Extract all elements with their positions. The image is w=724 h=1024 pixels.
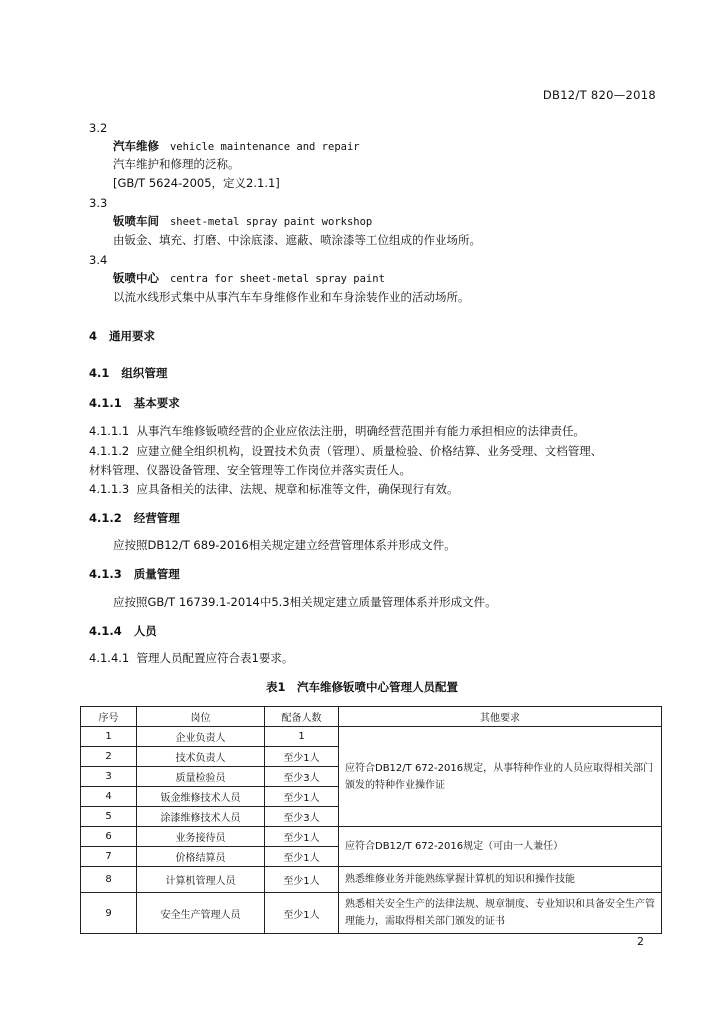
subsection-title: 质量管理 bbox=[133, 567, 180, 581]
table-row bbox=[81, 827, 662, 847]
subsection-heading bbox=[89, 623, 157, 639]
table-cell: 9 bbox=[81, 893, 137, 934]
table-cell: 安全生产管理人员 bbox=[137, 893, 265, 934]
term-definition: 以流水线形式集中从事汽车车身维修作业和车身涂装作业的活动场所。 bbox=[113, 290, 470, 304]
clause-text: 应具备相关的法律、法规、规章和标准等文件，确保现行有效。 bbox=[136, 482, 459, 496]
subsection-number: 4.1.3 bbox=[89, 567, 122, 581]
table-cell: 2 bbox=[81, 747, 137, 767]
subsection-number: 4.1.4 bbox=[89, 624, 122, 638]
subsection-title: 基本要求 bbox=[133, 396, 180, 410]
clause-number: 3.2 bbox=[89, 121, 108, 135]
table-cell-requirement: 应符合DB12/T 672-2016规定（可由一人兼任） bbox=[339, 827, 662, 867]
column-header: 岗位 bbox=[137, 707, 265, 727]
table-row bbox=[81, 727, 662, 747]
table-cell: 至少3人 bbox=[265, 767, 339, 787]
subsection-heading bbox=[89, 566, 180, 582]
table-cell: 1 bbox=[81, 727, 137, 747]
table-cell: 至少1人 bbox=[265, 827, 339, 847]
clause-text-continued: 材料管理、仪器设备管理、安全管理等工作岗位并落实责任人。 bbox=[89, 463, 411, 477]
table-cell: 5 bbox=[81, 807, 137, 827]
staff-config-table bbox=[80, 706, 662, 934]
table-cell: 至少1人 bbox=[265, 893, 339, 934]
table-cell: 涂漆维修技术人员 bbox=[137, 807, 265, 827]
clause-number: 3.3 bbox=[89, 196, 108, 210]
section-title: 通用要求 bbox=[109, 329, 156, 343]
clause-number: 4.1.1.2 bbox=[89, 444, 130, 458]
subsection-title: 人员 bbox=[133, 624, 157, 638]
table-cell: 至少1人 bbox=[265, 867, 339, 893]
table-cell: 1 bbox=[265, 727, 339, 747]
subsection-number: 4.1.2 bbox=[89, 511, 122, 525]
clause-paragraph bbox=[89, 443, 602, 459]
term-heading bbox=[113, 138, 360, 155]
term-heading bbox=[113, 270, 385, 287]
clause-paragraph bbox=[89, 650, 293, 666]
table-cell: 至少1人 bbox=[265, 787, 339, 807]
table-header-row bbox=[81, 707, 662, 727]
table-cell: 6 bbox=[81, 827, 137, 847]
table-cell: 至少1人 bbox=[265, 847, 339, 867]
paragraph: 应按照GB/T 16739.1-2014中5.3相关规定建立质量管理体系并形成文件。 bbox=[113, 595, 497, 609]
clause-text: 管理人员配置应符合表1要求。 bbox=[136, 651, 294, 665]
clause-text: 应建立健全组织机构，设置技术负责（管理）、质量检验、价格结算、业务受理、文档管理、 bbox=[136, 444, 603, 458]
column-header: 其他要求 bbox=[339, 707, 662, 727]
subsection-title: 经营管理 bbox=[133, 511, 180, 525]
term-definition: 由钣金、填充、打磨、中涂底漆、遮蔽、喷涂漆等工位组成的作业场所。 bbox=[113, 233, 481, 247]
term-en: vehicle maintenance and repair bbox=[169, 141, 360, 153]
table-cell: 3 bbox=[81, 767, 137, 787]
term-en: centra for sheet-metal spray paint bbox=[169, 273, 385, 285]
table-cell-requirement: 熟悉维修业务并能熟练掌握计算机的知识和操作技能 bbox=[339, 867, 662, 893]
table-cell-requirement: 应符合DB12/T 672-2016规定，从事特种作业的人员应取得相关部门颁发的特种作业操作证 bbox=[339, 727, 662, 827]
clause-number: 4.1.1.1 bbox=[89, 424, 130, 438]
clause-number: 3.4 bbox=[89, 253, 108, 267]
clause-number: 4.1.4.1 bbox=[89, 651, 130, 665]
paragraph: 应按照DB12/T 689-2016相关规定建立经营管理体系并形成文件。 bbox=[113, 538, 456, 552]
table-row bbox=[81, 893, 662, 934]
table-cell-requirement: 熟悉相关安全生产的法律法规、规章制度、专业知识和具备安全生产管理能力，需取得相关部门颁发的证书 bbox=[339, 893, 662, 934]
term-cn: 钣喷中心 bbox=[113, 271, 159, 285]
term-cn: 钣喷车间 bbox=[113, 214, 159, 228]
term-source: [GB/T 5624-2005，定义2.1.1] bbox=[113, 176, 280, 190]
table-caption: 表1 汽车维修钣喷中心管理人员配置 bbox=[266, 680, 458, 694]
clause-paragraph bbox=[89, 423, 585, 439]
column-header: 配备人数 bbox=[265, 707, 339, 727]
table-row bbox=[81, 867, 662, 893]
table-cell: 业务接待员 bbox=[137, 827, 265, 847]
term-cn: 汽车维修 bbox=[113, 139, 159, 153]
table-cell: 至少1人 bbox=[265, 747, 339, 767]
table-cell: 企业负责人 bbox=[137, 727, 265, 747]
table-cell: 8 bbox=[81, 867, 137, 893]
section-number: 4 bbox=[89, 329, 98, 343]
table-cell: 价格结算员 bbox=[137, 847, 265, 867]
subsection-heading bbox=[89, 395, 180, 411]
subsection-number: 4.1 bbox=[89, 366, 110, 380]
section-heading bbox=[89, 328, 155, 344]
table-cell: 4 bbox=[81, 787, 137, 807]
term-heading bbox=[113, 213, 372, 230]
table-cell: 技术负责人 bbox=[137, 747, 265, 767]
standard-number: DB12/T 820—2018 bbox=[542, 88, 656, 102]
table-cell: 钣金维修技术人员 bbox=[137, 787, 265, 807]
term-definition: 汽车维护和修理的泛称。 bbox=[113, 157, 240, 171]
table-cell: 至少3人 bbox=[265, 807, 339, 827]
subsection-heading bbox=[89, 510, 180, 526]
clause-text: 从事汽车维修钣喷经营的企业应依法注册，明确经营范围并有能力承担相应的法律责任。 bbox=[136, 424, 586, 438]
subsection-heading bbox=[89, 365, 167, 381]
column-header: 序号 bbox=[81, 707, 137, 727]
table-cell: 7 bbox=[81, 847, 137, 867]
table-cell: 质量检验员 bbox=[137, 767, 265, 787]
term-en: sheet-metal spray paint workshop bbox=[169, 216, 373, 228]
table-cell: 计算机管理人员 bbox=[137, 867, 265, 893]
subsection-title: 组织管理 bbox=[121, 366, 168, 380]
subsection-number: 4.1.1 bbox=[89, 396, 122, 410]
clause-paragraph bbox=[89, 481, 459, 497]
page-number: 2 bbox=[637, 935, 644, 948]
clause-number: 4.1.1.3 bbox=[89, 482, 130, 496]
